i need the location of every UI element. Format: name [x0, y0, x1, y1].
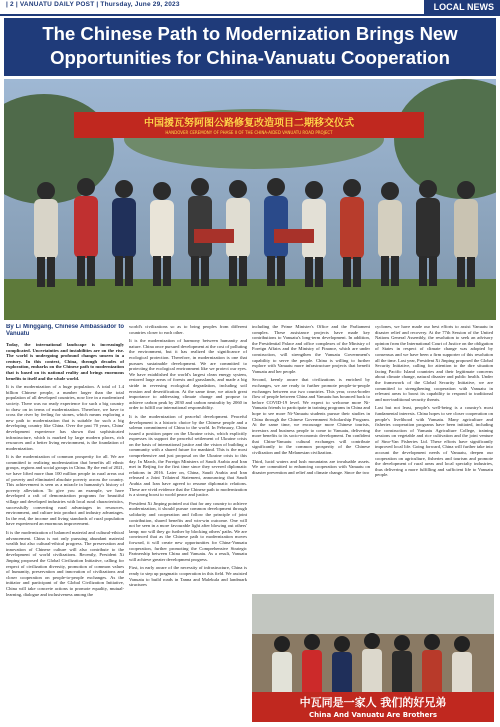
page-header — [0, 0, 500, 16]
paragraph: Second, keenly aware that civilizations is enriched by exchanges, we are ready to further promote people-to-people exchanges between our two countries. This year, cross-border flow of people between China and Vanuatu has bounced back to before COVID-19 level. We expect to welcome more Ni-Vanuatu friends to participate in training programs in China and hope to see more Ni-Vanuatu students pursue their studies in China through the Chinese Government Scholarship Program. At the same time, we encourage more Chinese tourists, investors and business people to come to Vanuatu, delivering more benefits to its socio-economic development. I'm confident that China-Vanuatu cultural exchanges will contribute significantly to the common prosperity of the Chinese civilization and the Melanesian civilization. — [252, 377, 370, 456]
paragraph: It is the modernization of common prosperity for all. We are committed to realizing modernization that benefits all ethnic groups, regions and social groups in China. By the end of 2021, we have lifted more than 100 million people in rural areas out of poverty and eliminated absolute poverty across the country. This achievement is seen as a miracle in humanity's history of poverty alleviation. To give you an example, we have developed a raft of demonstration programs for beautiful village and developed industries with local rural characteristics, successfully converting rural advantages in resources, environment, and culture into product and industry advantages. In the end, the income and living standards of rural population have experienced an enormous improvement. — [6, 454, 124, 527]
paragraph: Today, the international landscape is increasingly complicated. Uncertainties and instabilities are on the rise. The world is undergoing profound changes unseen in a century. In this context, China, through decades of exploration, embarks on the Chinese path to modernization that is based on its national reality and brings enormous benefits to itself and the whole world. — [6, 342, 124, 381]
headline-box — [4, 18, 496, 76]
paragraph: First, in early aware of the necessity of infrastructure, China is ready to step up pragmatic cooperation in this field. We assisted Vanuatu to build roads in Tanna and Malekula and landmark structures — [129, 565, 247, 588]
paragraph: world's civilizations so as to bring peoples from different countries closer to each other. — [129, 324, 247, 335]
column-1 — [6, 324, 124, 724]
paragraph: President Xi Jinping pointed out that for any country to achieve modernization, it should pursue common development through solidarity and cooperation and follow the principle of joint contribution, shared benefits and win-win outcome. One will not be seen in a more favourable light after blowing out others' lamp; nor will they go further by blocking others' paths. We are convinced that as the Chinese path to modernization moves forward, it will create new opportunities for China-Vanuatu cooperation, further promoting the Comprehensive Strategic Partnership between China and Vanuatu. As a result, Vanuatu will achieve greater development progress. — [129, 500, 247, 562]
paragraph: including the Prime Minister's Office and the Parliament complex. These assistance projects have made key contributions to Vanuatu's long-term development. In addition, the Presidential Palace and office complexes of the Ministry of Foreign Affairs and the Ministry of Finance, which are under construction, will strengthen the Vanuatu Government's capability to serve the people. China is willing to further explore with Vanuatu more infrastructure projects that benefit Vanuatu and her people. — [252, 324, 370, 374]
inset-photo — [252, 594, 494, 722]
headline: The Chinese Path to Modernization Brings New Opportunities for China-Vanuatu Cooperation — [42, 23, 458, 68]
section-label: LOCAL NEWS — [424, 0, 500, 14]
main-photo — [4, 79, 496, 320]
inset-caption: 中瓦同是一家人 我们的好兄弟 — [299, 696, 447, 709]
inset-caption-en: China And Vanuatu Are Brothers — [308, 711, 438, 719]
article-body — [6, 324, 494, 724]
banner-subtitle: HANDOVER CEREMONY OF PHASE II OF THE CHINA-AIDED VANUATU ROAD PROJECT — [165, 130, 333, 135]
paragraph: cyclones, we have made our best efforts to assist Vanuatu in disaster relief and recovery. At the 77th Session of the United Nations General Assembly, the resolution to seek an advisory opinion from the International Court of Justice on the obligation of States in respect of climate change was adopted by consensus and we have been a firm supporter of this resolution all the time. Last year, President Xi Jinping proposed the Global Security Initiative, calling for attention to the dire situation facing Pacific Island countries and their legitimate concerns about climate change, natural disaster and public health. Under the framework of the Global Security Initiative, we are committed to strengthening cooperation with Vanuatu in relevant areas to boost its capability to respond to traditional and non-traditional security threats. — [375, 324, 493, 402]
page-meta: | 2 | VANUATU DAILY POST | Thursday, June 29, 2023 — [6, 1, 180, 8]
byline: By Li Minggang, Chinese Ambassador to Vanuatu — [6, 324, 124, 337]
paragraph: It is the modernization of a huge population. A total of 1.4 billion Chinese people, a number larger than the total population of all developed countries, now live in a modernized society. There was no ready experience for such a big country to draw on in terms of modernization. Therefore, we have to cross the river by feeling for stones, which means exploring a new path to modernization that is suitable for such a big developing country like China. Over the past 70 years, China' development experience has shown that sophisticated infrastructure, which is marked by large modern places, rich resources and a better living environment, is the foundation of modernization. — [6, 384, 124, 451]
banner-text: 中国援瓦努阿图公路修复改造项目二期移交仪式 — [144, 118, 354, 129]
paragraph: It is the modernization of harmony between humanity and nature. China once pursued development at the cost of polluting the environment, but it has realized the significance of ecological protection. Therefore, in modernization is one that pursues sustainable development. We are committed to protecting the ecological environment like we protect our eyes. We have established the world's largest clean energy system, restored large areas of forests and grasslands, and made a big stride in reversing ecological degradation, including soil erosion and desertification. At the same time, we attach great importance to addressing climate change and propose to achieve carbon peak by 2030 and carbon neutrality by 2060 in order to fulfill our international responsibility. — [129, 338, 247, 411]
paragraph: Last but not least, people's well-being is a country's most fundamental interests. China hopes to see closer cooperation on people's livelihood with Vanuatu. Many agriculture and fisheries cooperation programs have been initiated, including the construction of Vanuatu Agriculture College, training sessions on vegetable and rice cultivation and the joint venture of Sino-Van Fisheries Ltd. These efforts have significantly improved local life. Going forward, China will further take into account the development needs of Vanuatu, deepen our cooperation on agriculture, fisheries and tourism and promote the development of rural areas and local specialty industries, thus delivering a more fulfilling and sufficient life to Vanuatu people. — [375, 405, 493, 478]
paragraph: Third, lucid waters and lush mountains are invaluable assets. We are committed to enhancing cooperation with Vanuatu on disaster prevention and relief and climate change. Since the two — [252, 458, 370, 475]
paragraph: It is the modernization of balanced material and cultural-ethical advancement. China is not only pursuing abundant material wealth but also cultural-ethical progress. The preservation and innovation of Chinese culture will also contribute to the development of world civilizations. Recently, President Xi Jinping proposed the Global Civilization Initiative, calling for respect of civilization diversity, promotion of common values of humanity, preservation and innovation of civilizations and closer cooperation on people-to-people exchanges. As the initiator and participant of the Global Civilization Initiative, China will take concrete actions to promote equality, mutual-learning, dialogue and inclusiveness among the — [6, 530, 124, 597]
column-2 — [129, 324, 247, 724]
paragraph: It is the modernization of peaceful development. Peaceful development is a historic choice by the Chinese people and a solemn commitment of China to the world. In February, China issued a position paper on the Ukraine crisis, which explicitly expresses its support the peaceful settlement of Ukraine crisis on the basis of international justice and the vision of building a community with a shared future for mankind. This is the most comprehensive and just proposal on the Ukraine crisis to this day. In March, the Foreign Ministers of Saudi Arabia and Iran met in Beijing for the first time since they severed diplomatic relations in 2016. Later on, China, Saudi Arabia and Iran released a Joint Trilateral Statement, announcing that Saudi Arabia and Iran have agreed to resume diplomatic relations. These are vivid evidence that the Chinese path to modernization is a strong boost to world peace and justice. — [129, 413, 247, 498]
